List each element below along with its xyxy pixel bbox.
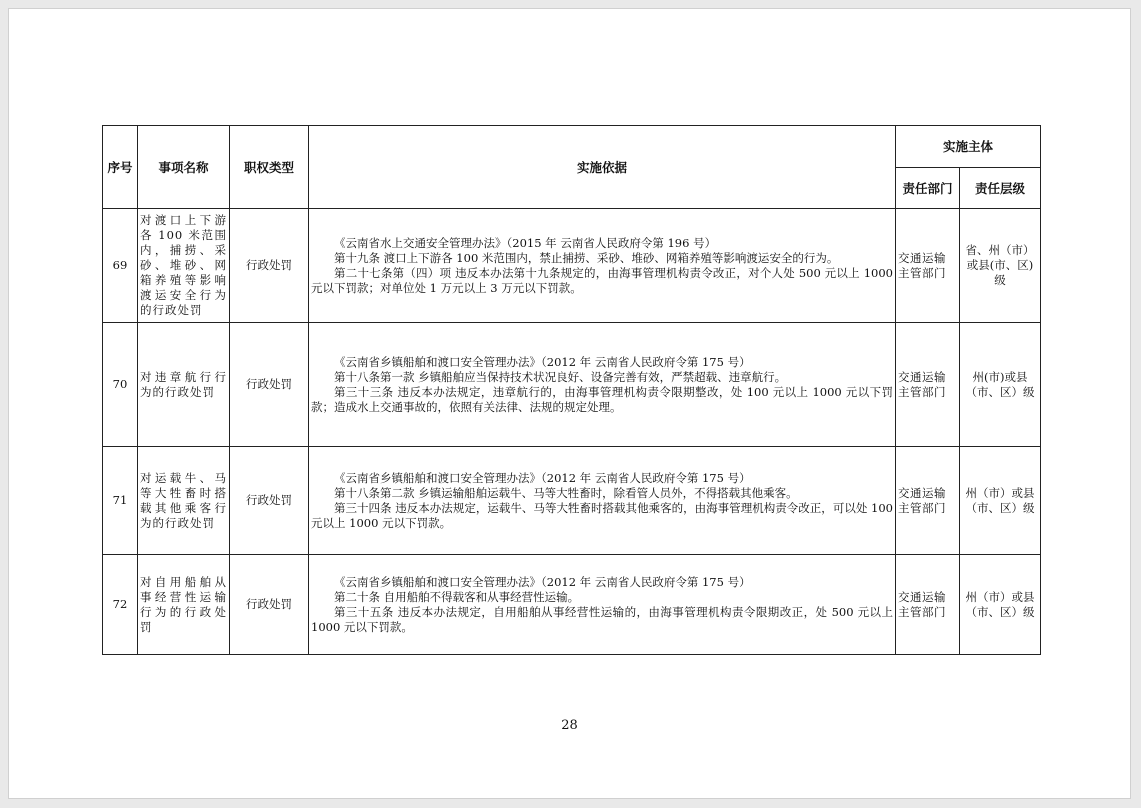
document-page xyxy=(9,9,1130,798)
row-name: 对运载牛、马等大牲畜时搭载其他乘客行为的行政处罚 xyxy=(138,447,230,555)
basis-line: 第三十五条 违反本办法规定，自用船舶从事经营性运输的，由海事管理机构责令限期改正，处 500 元以上 1000 元以下罚款。 xyxy=(311,604,893,634)
header-subject: 实施主体 xyxy=(896,126,1041,168)
row-name: 对渡口上下游各 100 米范围内，捕捞、采砂、堆砂、网箱养殖等影响渡运安全行为的行政处罚 xyxy=(138,209,230,323)
header-dept: 责任部门 xyxy=(896,168,960,209)
matters-table xyxy=(102,125,1041,655)
row-num: 70 xyxy=(103,323,138,447)
row-level: 州（市）或县（市、区）级 xyxy=(960,447,1041,555)
row-type: 行政处罚 xyxy=(230,555,309,655)
basis-line: 《云南省乡镇船舶和渡口安全管理办法》（2012 年 云南省人民政府令第 175 号） xyxy=(334,470,751,485)
row-type: 行政处罚 xyxy=(230,323,309,447)
table-row xyxy=(103,209,1041,323)
row-basis xyxy=(309,555,896,655)
row-basis xyxy=(309,209,896,323)
row-dept: 交通运输主管部门 xyxy=(896,323,960,447)
basis-line: 第十八条第二款 乡镇运输船舶运载牛、马等大牲畜时，除看管人员外，不得搭载其他乘客。 xyxy=(334,485,798,500)
basis-line: 第二十条 自用船舶不得载客和从事经营性运输。 xyxy=(334,589,580,604)
row-name: 对违章航行行为的行政处罚 xyxy=(138,323,230,447)
row-num: 69 xyxy=(103,209,138,323)
row-name: 对自用船舶从事经营性运输行为的行政处罚 xyxy=(138,555,230,655)
row-dept: 交通运输主管部门 xyxy=(896,555,960,655)
row-basis xyxy=(309,323,896,447)
header-name: 事项名称 xyxy=(138,126,230,209)
table-row xyxy=(103,555,1041,655)
row-type: 行政处罚 xyxy=(230,209,309,323)
header-basis: 实施依据 xyxy=(309,126,896,209)
basis-line: 第三十三条 违反本办法规定，违章航行的，由海事管理机构责令限期整改，处 100 元以上 1000 元以下罚款；造成水上交通事故的，依照有关法律、法规的规定处理。 xyxy=(311,384,893,414)
row-num: 72 xyxy=(103,555,138,655)
basis-line: 《云南省乡镇船舶和渡口安全管理办法》（2012 年 云南省人民政府令第 175 号） xyxy=(334,574,751,589)
table-row xyxy=(103,323,1041,447)
basis-line: 第三十四条 违反本办法规定，运载牛、马等大牲畜时搭载其他乘客的，由海事管理机构责令改正，可以处 100 元以上 1000 元以下罚款。 xyxy=(311,500,893,530)
basis-line: 《云南省乡镇船舶和渡口安全管理办法》（2012 年 云南省人民政府令第 175 号） xyxy=(334,354,751,369)
basis-line: 第二十七条第（四）项 违反本办法第十九条规定的，由海事管理机构责令改正，对个人处 500 元以上 1000 元以下罚款；对单位处 1 万元以上 3 万元以下罚款。 xyxy=(311,265,893,295)
header-level: 责任层级 xyxy=(960,168,1041,209)
row-dept: 交通运输主管部门 xyxy=(896,209,960,323)
row-num: 71 xyxy=(103,447,138,555)
basis-line: 第十九条 渡口上下游各 100 米范围内，禁止捕捞、采砂、堆砂、网箱养殖等影响渡运安全的行为。 xyxy=(334,250,839,265)
table-row xyxy=(103,447,1041,555)
row-type: 行政处罚 xyxy=(230,447,309,555)
header-type: 职权类型 xyxy=(230,126,309,209)
row-basis xyxy=(309,447,896,555)
row-level: 州(市)或县（市、区）级 xyxy=(960,323,1041,447)
basis-line: 《云南省水上交通安全管理办法》（2015 年 云南省人民政府令第 196 号） xyxy=(334,235,717,250)
page-number: 28 xyxy=(561,718,578,733)
basis-line: 第十八条第一款 乡镇船舶应当保持技术状况良好、设备完善有效，严禁超载、违章航行。 xyxy=(334,369,787,384)
header-num: 序号 xyxy=(103,126,138,209)
row-level: 州（市）或县（市、区）级 xyxy=(960,555,1041,655)
row-level: 省、州（市）或县(市、区)级 xyxy=(960,209,1041,323)
row-dept: 交通运输主管部门 xyxy=(896,447,960,555)
